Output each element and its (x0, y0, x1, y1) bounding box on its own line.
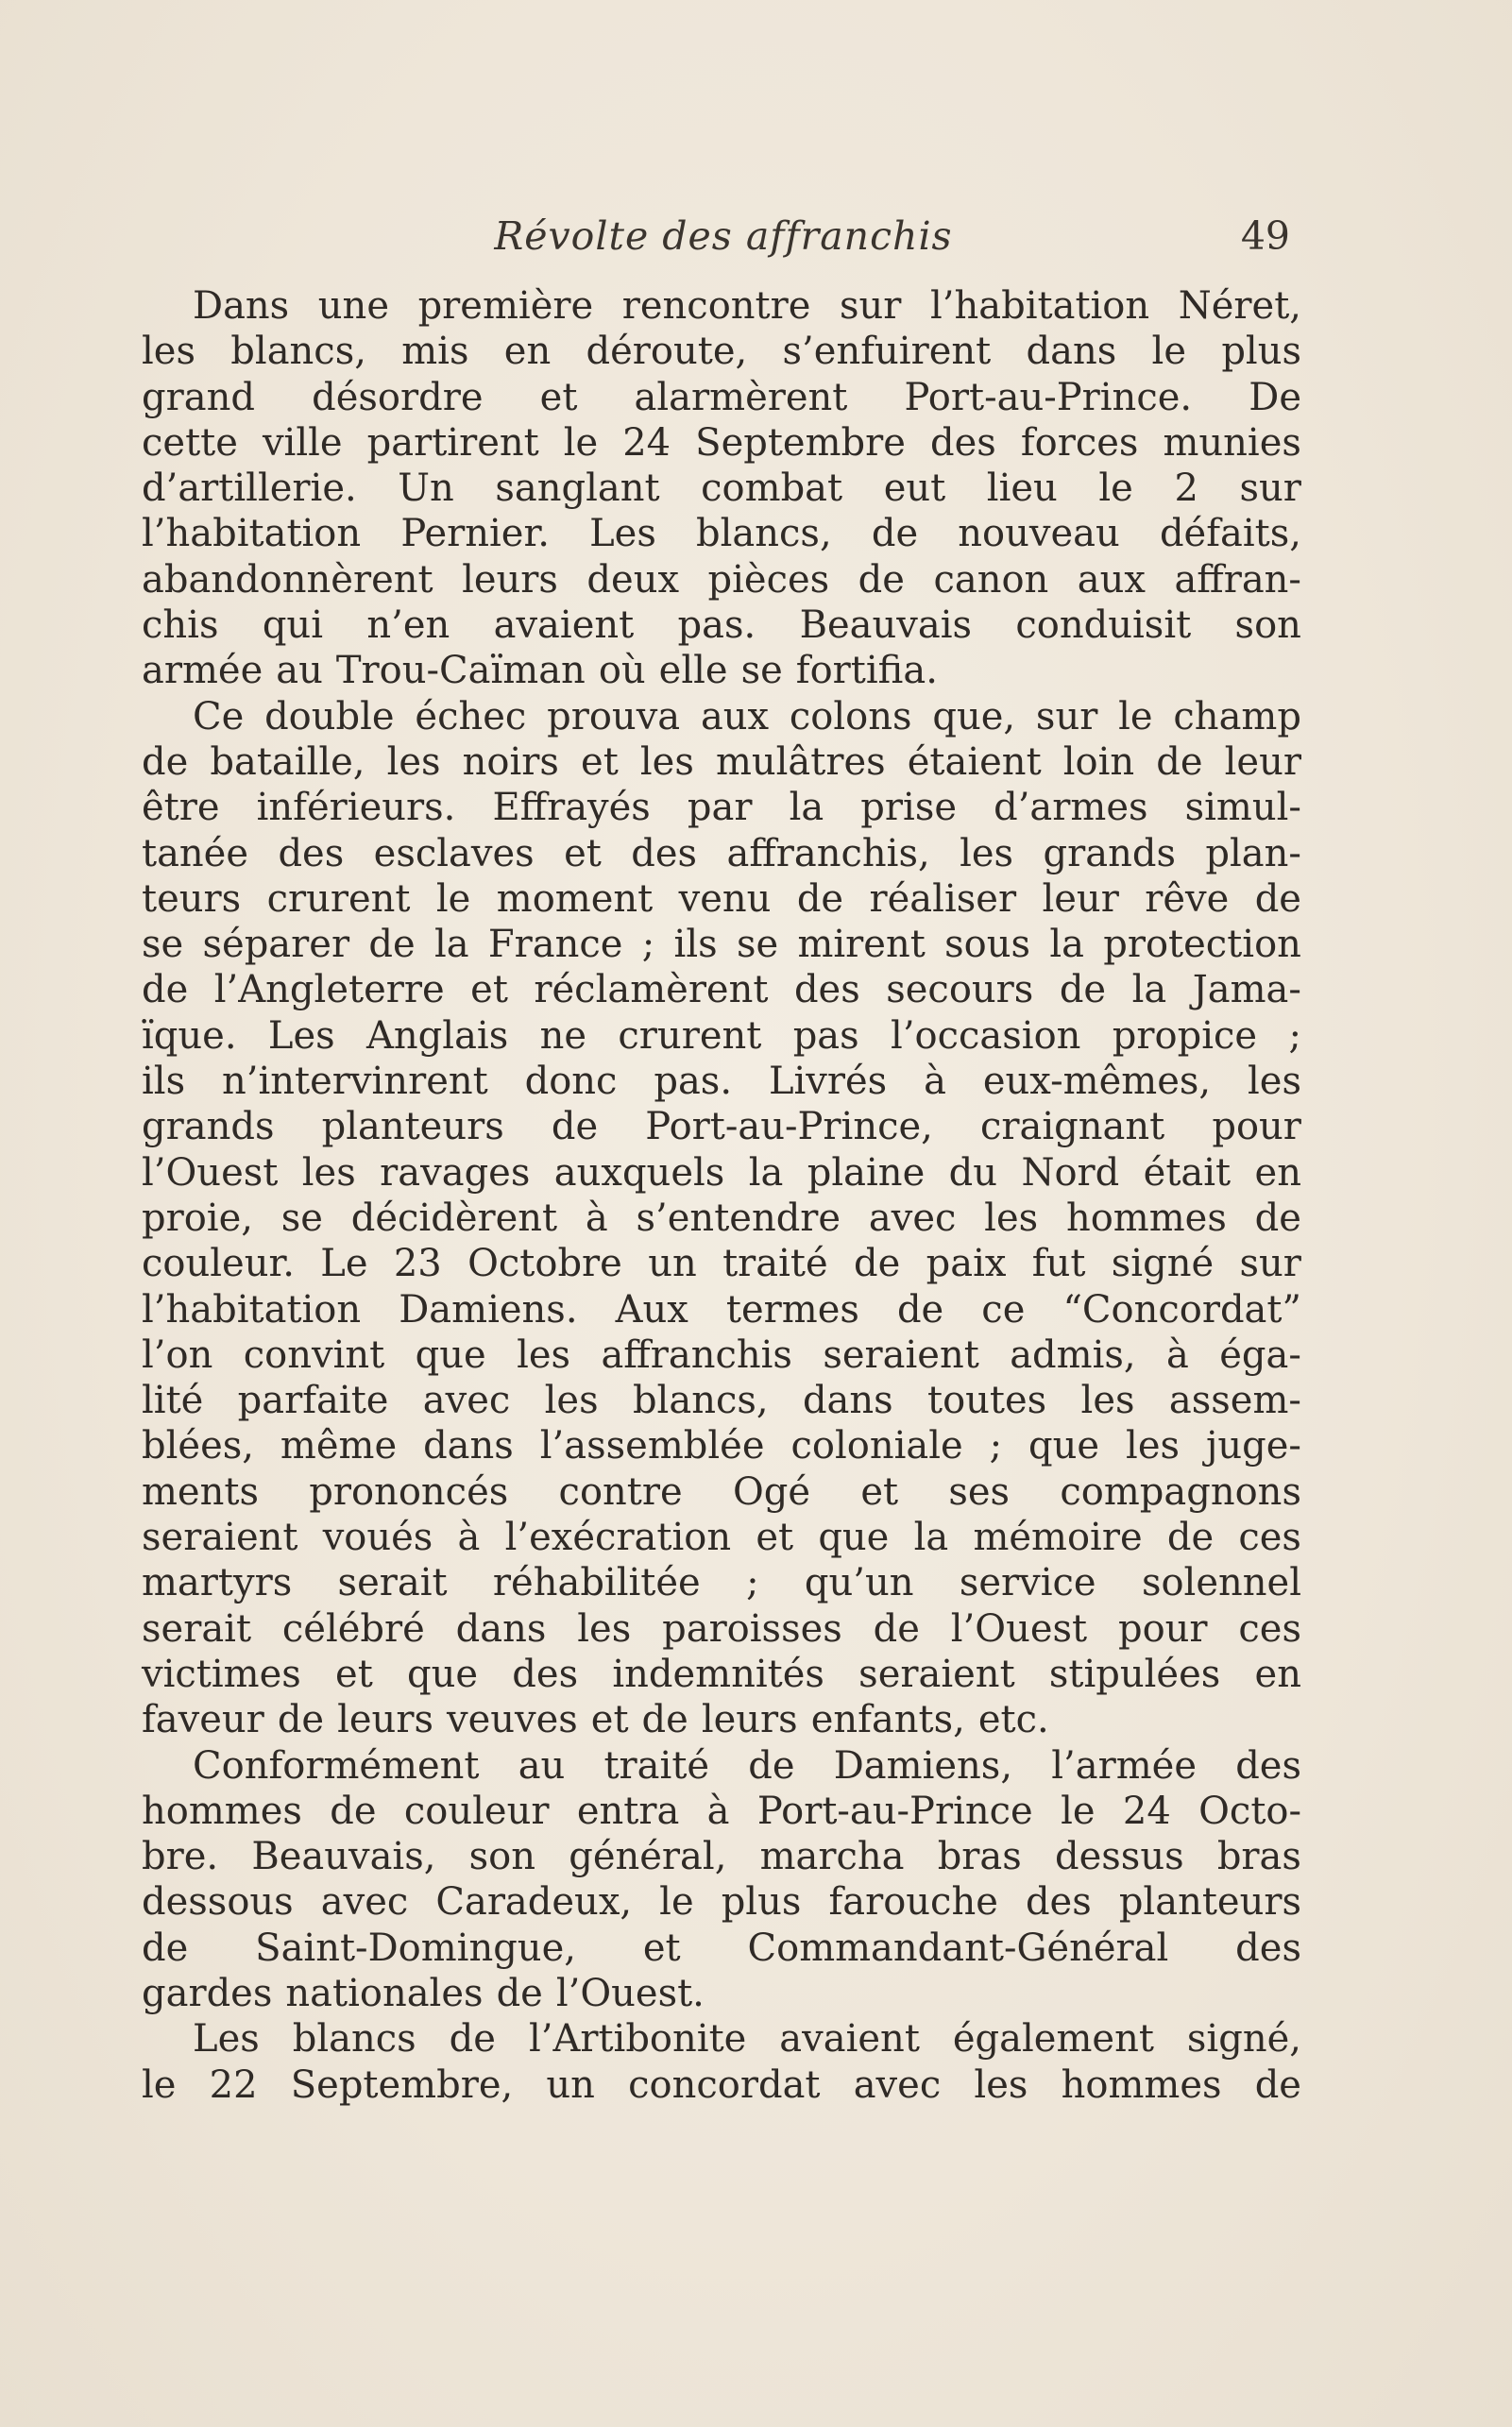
text-line: l’habitation Damiens. Aux termes de ce “Concordat” (142, 1287, 1301, 1332)
running-title: Révolte des affranchis (494, 213, 953, 259)
page-number: 49 (1240, 213, 1290, 259)
text-line: bre. Beauvais, son général, marcha bras dessus bras (142, 1835, 1301, 1879)
text-line: martyrs serait réhabilitée ; qu’un service solennel (142, 1561, 1301, 1605)
text-line: cette ville partirent le 24 Septembre des forces munies (142, 420, 1301, 465)
text-line: d’artillerie. Un sanglant combat eut lieu le 2 sur (142, 467, 1301, 511)
text-line: faveur de leurs veuves et de leurs enfants, etc. (142, 1698, 1049, 1742)
text-line: dessous avec Caradeux, le plus farouche des planteurs (142, 1880, 1301, 1925)
text-line: Dans une première rencontre sur l’habitation Néret, (193, 284, 1301, 328)
text-line: de l’Angleterre et réclamèrent des secours de la Jama- (142, 968, 1301, 1012)
text-line: seraient voués à l’exécration et que la mémoire de ces (142, 1516, 1301, 1560)
text-line: ments prononcés contre Ogé et ses compagnons (142, 1469, 1301, 1514)
text-line: couleur. Le 23 Octobre un traité de paix fut signé sur (142, 1242, 1301, 1286)
body-text (142, 283, 1301, 2108)
text-line: le 22 Septembre, un concordat avec les hommes de (142, 2062, 1301, 2107)
text-line: proie, se décidèrent à s’entendre avec les hommes de (142, 1196, 1301, 1240)
text-line: armée au Trou-Caïman où elle se fortifia. (142, 649, 938, 693)
text-line: l’Ouest les ravages auxquels la plaine du Nord était en (142, 1150, 1301, 1195)
text-line: se séparer de la France ; ils se mirent sous la protection (142, 923, 1301, 967)
text-line: l’on convint que les affranchis seraient admis, à éga- (142, 1332, 1301, 1377)
text-line: ïque. Les Anglais ne crurent pas l’occasion propice ; (142, 1013, 1301, 1058)
text-line: de Saint-Domingue, et Commandant-Général des (142, 1926, 1301, 1970)
text-line: abandonnèrent leurs deux pièces de canon aux affran- (142, 557, 1301, 602)
text-line: lité parfaite avec les blancs, dans toutes les assem- (142, 1379, 1301, 1423)
text-line: tanée des esclaves et des affranchis, les grands plan- (142, 831, 1301, 875)
text-line: blées, même dans l’assemblée coloniale ; que les juge- (142, 1424, 1301, 1468)
text-line: chis qui n’en avaient pas. Beauvais conduisit son (142, 603, 1301, 648)
text-line: ils n’intervinrent donc pas. Livrés à eux-mêmes, les (142, 1060, 1301, 1104)
text-line: les blancs, mis en déroute, s’enfuirent dans le plus (142, 330, 1301, 374)
running-head (157, 206, 1290, 266)
text-line: Ce double échec prouva aux colons que, sur le champ (193, 694, 1301, 738)
text-line: hommes de couleur entra à Port-au-Prince le 24 Octo- (142, 1789, 1301, 1833)
text-line: teurs crurent le moment venu de réaliser leur rêve de (142, 876, 1301, 921)
text-line: grands planteurs de Port-au-Prince, craignant pour (142, 1105, 1301, 1149)
text-line: Les blancs de l’Artibonite avaient également signé, (193, 2017, 1301, 2062)
text-line: l’habitation Pernier. Les blancs, de nouveau défaits, (142, 512, 1301, 556)
text-line: gardes nationales de l’Ouest. (142, 1971, 705, 2015)
text-line: victimes et que des indemnités seraient stipulées en (142, 1652, 1301, 1696)
text-line: grand désordre et alarmèrent Port-au-Prince. De (142, 375, 1301, 419)
text-line: serait célébré dans les paroisses de l’Ouest pour ces (142, 1606, 1301, 1651)
text-line: être inférieurs. Effrayés par la prise d’armes simul- (142, 786, 1301, 830)
text-line: de bataille, les noirs et les mulâtres étaient loin de leur (142, 739, 1301, 784)
text-line: Conformément au traité de Damiens, l’armée des (193, 1743, 1301, 1788)
